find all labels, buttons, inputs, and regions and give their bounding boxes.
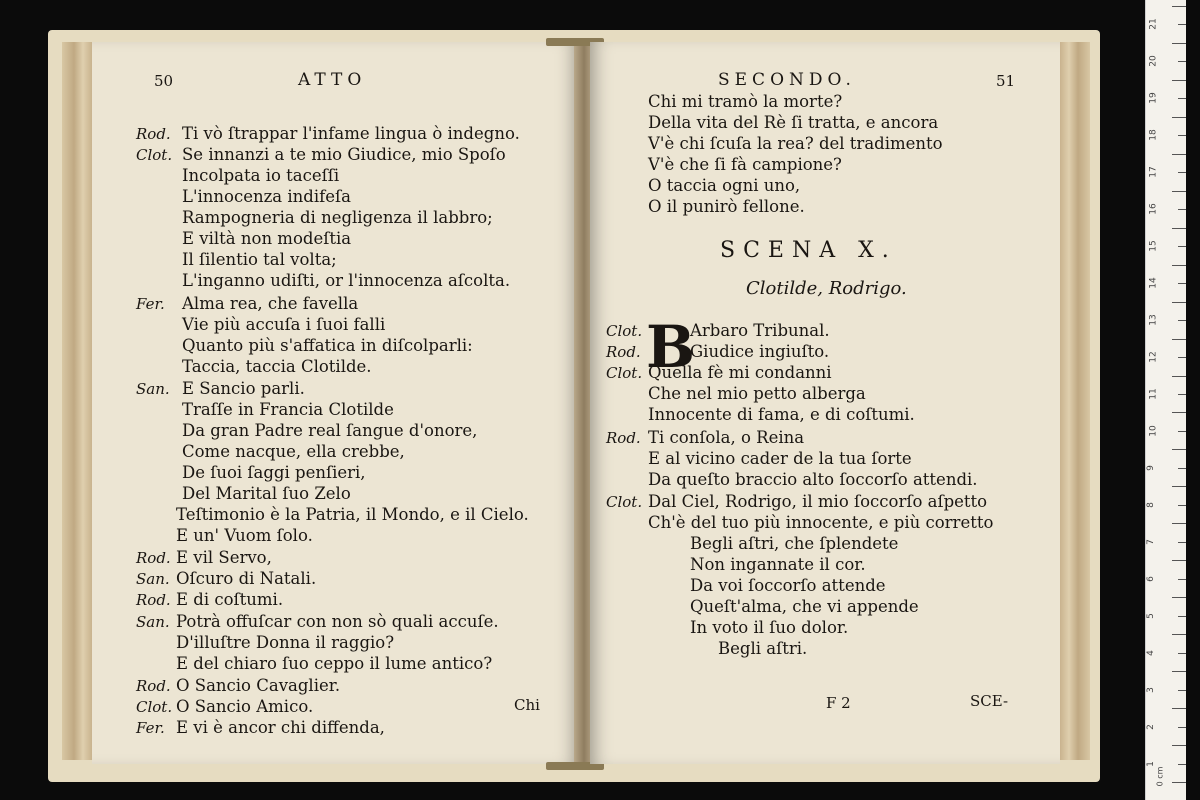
ruler-tick [1172,191,1186,192]
ruler-tick [1172,634,1186,635]
page-block-right [1060,42,1090,760]
scene-title: SCENA X. [720,238,897,263]
ruler-tick [1172,486,1186,487]
ruler-number: 13 [1148,314,1159,326]
ruler-tick [1172,43,1186,44]
ruler-tick [1178,468,1186,469]
ruler-number: 2 [1145,723,1156,730]
ruler-number: 11 [1148,388,1159,400]
verse-text: Alma rea, che favella [182,294,359,313]
ruler-tick [1178,690,1186,691]
ruler-number: 10 [1148,425,1159,437]
verse-text: Queſt'alma, che vi appende [690,597,919,616]
ruler-number: 18 [1148,129,1159,142]
measuring-ruler [1145,0,1186,800]
ruler-tick [1178,394,1186,395]
ruler-tick [1172,782,1186,783]
speaker-label: Clot. [606,493,643,511]
ruler-tick [1172,449,1186,450]
ruler-tick [1172,708,1186,709]
ruler-tick [1172,154,1186,155]
scene-characters: Clotilde, Rodrigo. [746,278,907,299]
ruler-tick [1172,671,1186,672]
verse-text: O taccia ogni uno, [648,176,801,195]
ruler-tick [1172,523,1186,524]
verse-text: Che nel mio petto alberga [648,384,866,403]
left-catchword: Chi [514,696,540,714]
left-page-number: 50 [154,72,174,90]
ruler-number: 6 [1145,575,1156,582]
verse-text: L'innocenza indifeſa [182,187,351,206]
ruler-tick [1172,265,1186,266]
verse-text: Vie più accuſa i ſuoi falli [182,315,386,334]
verse-text: Traſſe in Francia Clotilde [182,400,394,419]
ruler-tick [1178,357,1186,358]
ruler-tick [1178,764,1186,765]
ruler-number: 14 [1148,277,1159,289]
ruler-tick [1172,560,1186,561]
verse-text: Teſtimonio è la Patria, il Mondo, e il Cielo. [176,505,529,524]
page-block-left [62,42,92,760]
verse-text: Arbaro Tribunal. [690,321,830,340]
speaker-label: Rod. [136,549,171,567]
speaker-label: Fer. [136,295,165,313]
verse-text: Ti conſola, o Reina [648,428,805,447]
verse-text: O Sancio Cavaglier. [176,676,341,695]
right-page [590,42,1060,764]
ruler-tick [1172,80,1186,81]
verse-text: Innocente di fama, e di coſtumi. [648,405,915,424]
ruler-zero-label: 0 cm [1155,766,1165,787]
verse-text: E vi è ancor chi diffenda, [176,718,385,737]
ruler-tick [1178,653,1186,654]
ruler-number: 9 [1145,465,1156,471]
ruler-tick [1178,505,1186,506]
speaker-label: Clot. [136,146,173,164]
verse-text: De ſuoi ſaggi penſieri, [182,463,366,482]
ruler-number: 16 [1148,203,1159,215]
verse-text: D'illuſtre Donna il raggio? [176,633,395,652]
ruler-number: 1 [1145,760,1156,767]
right-catchword: SCE- [970,692,1009,710]
verse-text: Chi mi tramò la morte? [648,92,843,111]
drop-cap: B [646,313,696,381]
verse-text: E Sancio parli. [182,379,305,398]
speaker-label: Clot. [606,364,643,382]
speaker-label: Clot. [136,698,173,716]
ruler-tick [1172,339,1186,340]
verse-text: E del chiaro ſuo ceppo il lume antico? [176,654,493,673]
ruler-number: 17 [1148,166,1159,179]
right-running-header: SECONDO. [718,70,856,90]
ruler-tick [1178,616,1186,617]
verse-text: Della vita del Rè ſi tratta, e ancora [648,113,939,132]
verse-text: Taccia, taccia Clotilde. [182,357,372,376]
ruler-tick [1178,727,1186,728]
verse-text: Se innanzi a te mio Giudice, mio Spoſo [182,145,506,164]
ruler-number: 12 [1148,351,1159,363]
verse-text: Ti vò ſtrappar l'infame lingua ò indegno. [182,124,520,143]
verse-text: Begli aſtri, che ſplendete [690,534,899,553]
verse-text: E viltà non modeſtia [182,229,352,248]
ruler-number: 7 [1145,538,1156,545]
verse-text: E al vicino cader de la tua ſorte [648,449,912,468]
verse-text: Potrà offuſcar con non sò quali accuſe. [176,612,499,631]
verse-text: V'è chi ſcuſa la rea? del tradimento [648,134,943,153]
ruler-number: 8 [1145,501,1156,508]
ruler-tick [1172,412,1186,413]
verse-text: Quanto più s'affatica in diſcolparli: [182,336,473,355]
signature-mark: F 2 [826,694,851,712]
left-page [92,42,578,764]
ruler-tick [1178,135,1186,136]
ruler-tick [1172,117,1186,118]
speaker-label: Fer. [136,719,165,737]
speaker-label: Clot. [606,322,643,340]
verse-text: Oſcuro di Natali. [176,569,317,588]
ruler-tick [1172,745,1186,746]
verse-text: In voto il ſuo dolor. [690,618,849,637]
verse-text: Da voi ſoccorſo attende [690,576,886,595]
ruler-tick [1178,246,1186,247]
verse-text: Giudice ingiuſto. [690,342,830,361]
speaker-label: Rod. [136,677,171,695]
verse-text: Rampogneria di negligenza il labbro; [182,208,493,227]
ruler-tick [1178,431,1186,432]
ruler-tick [1178,61,1186,62]
ruler-tick [1178,542,1186,543]
verse-text: E di coſtumi. [176,590,284,609]
verse-text: Begli aſtri. [718,639,808,658]
ruler-tick [1178,209,1186,210]
ruler-tick [1178,24,1186,25]
ruler-tick [1178,579,1186,580]
ruler-tick [1172,302,1186,303]
speaker-label: Rod. [606,429,641,447]
verse-text: Incolpata io taceſſi [182,166,340,185]
speaker-label: Rod. [136,125,171,143]
verse-text: Del Marital ſuo Zelo [182,484,351,503]
verse-text: Ch'è del tuo più innocente, e più corretto [648,513,994,532]
verse-text: O il punirò fellone. [648,197,805,216]
ruler-tick [1172,376,1186,377]
speaker-label: San. [136,380,170,398]
ruler-number: 15 [1148,240,1159,252]
verse-text: Come nacque, ella crebbe, [182,442,405,461]
verse-text: Il ſilentio tal volta; [182,250,337,269]
ruler-tick [1178,98,1186,99]
ruler-tick [1172,228,1186,229]
ruler-number: 21 [1148,18,1159,31]
verse-text: Da gran Padre real ſangue d'onore, [182,421,478,440]
speaker-label: Rod. [136,591,171,609]
ruler-number: 19 [1148,92,1159,105]
ruler-number: 4 [1145,649,1156,656]
left-running-header: ATTO [298,70,367,90]
ruler-tick [1178,172,1186,173]
verse-text: E un' Vuom ſolo. [176,526,313,545]
speaker-label: San. [136,570,170,588]
speaker-label: Rod. [606,343,641,361]
ruler-tick [1172,6,1186,7]
ruler-number: 5 [1145,612,1156,619]
ruler-tick [1172,597,1186,598]
verse-text: O Sancio Amico. [176,697,314,716]
ruler-tick [1178,320,1186,321]
verse-text: Non ingannate il cor. [690,555,866,574]
ruler-tick [1178,283,1186,284]
right-page-number: 51 [996,72,1016,90]
ruler-number: 3 [1145,686,1156,693]
verse-text: E vil Servo, [176,548,272,567]
verse-text: Da queſto braccio alto ſoccorſo attendi. [648,470,978,489]
ruler-number: 20 [1148,55,1159,68]
verse-text: Quella fè mi condanni [648,363,832,382]
verse-text: V'è che ſi fà campione? [648,155,842,174]
verse-text: L'inganno udiſti, or l'innocenza aſcolta. [182,271,511,290]
speaker-label: San. [136,613,170,631]
verse-text: Dal Ciel, Rodrigo, il mio ſoccorſo aſpetto [648,492,988,511]
